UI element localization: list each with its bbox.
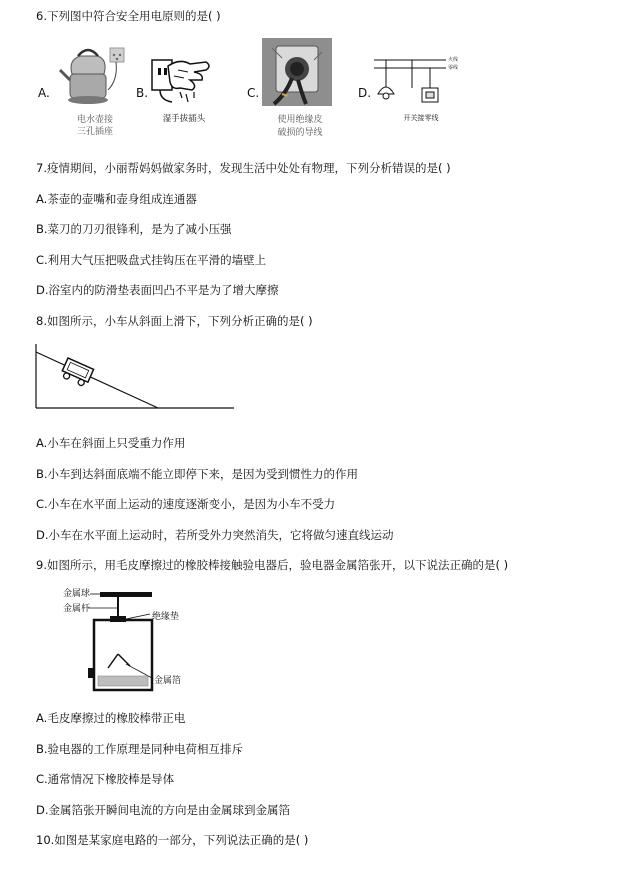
q6-option-d-letter: D. [358,86,372,100]
q9-label-metal-rod: 金属杆 [63,604,91,614]
q6-option-c-caption-2: 破损的导线 [277,128,323,138]
q10-stem: 10.如图是某家庭电路的一部分，下列说法正确的是( ) [36,833,309,847]
incline-cart-figure [34,342,236,416]
q8-option-d: D.小车在水平面上运动时，若所受外力突然消失，它将做匀速直线运动 [36,528,394,542]
q7-option-a: A.茶壶的壶嘴和壶身组成连通器 [36,192,197,206]
q9-label-metal-foil: 金属箔 [154,676,182,686]
wet-hand-figure [150,56,218,110]
q6-stem: 6.下列图中符合安全用电原则的是( ) [36,9,221,23]
q6-option-d-live-wire-label: 火线 [448,57,459,63]
q9-option-d: D.金属箔张开瞬间电流的方向是由金属球到金属箔 [36,803,291,817]
switch-circuit-figure [372,54,464,114]
q9-stem: 9.如图所示，用毛皮摩擦过的橡胶棒接触验电器后，验电器金属箔张开，以下说法正确的是( ) [36,558,509,572]
q6-option-b-letter: B. [136,86,149,100]
damaged-wire-figure [262,38,332,110]
q6-option-d-caption: 开关接零线 [403,114,439,122]
q6-option-d-neutral-wire-label: 零线 [448,65,459,71]
q8-stem: 8.如图所示，小车从斜面上滑下，下列分析正确的是( ) [36,314,313,328]
q9-option-c: C.通常情况下橡胶棒是导体 [36,772,175,786]
q9-option-b: B.验电器的工作原理是同种电荷相互排斥 [36,742,244,756]
q7-option-d: D.浴室内的防滑垫表面凹凸不平是为了增大摩擦 [36,283,279,297]
q6-option-a-caption-2: 三孔插座 [76,127,113,137]
q6-option-b-caption: 湿手拔插头 [162,114,206,124]
q6-option-a-letter: A. [38,86,50,100]
q8-option-b: B.小车到达斜面底端不能立即停下来，是因为受到惯性力的作用 [36,467,359,481]
q9-label-insulator: 绝缘垫 [152,612,180,622]
q8-option-a: A.小车在斜面上只受重力作用 [36,436,186,450]
q7-option-c: C.利用大气压把吸盘式挂钩压在平滑的墙壁上 [36,253,267,267]
q7-option-b: B.菜刀的刀刃很锋利，是为了减小压强 [36,222,232,236]
q9-label-metal-ball: 金属球 [63,589,91,599]
q6-option-c-letter: C. [247,86,260,100]
kettle-figure [58,40,128,112]
q8-option-c: C.小车在水平面上运动的速度逐渐变小，是因为小车不受力 [36,497,336,511]
q6-option-c-caption-1: 使用绝缘皮 [277,115,323,125]
q7-stem: 7.疫情期间，小丽帮妈妈做家务时，发现生活中处处有物理，下列分析错误的是( ) [36,161,451,175]
q9-option-a: A.毛皮摩擦过的橡胶棒带正电 [36,711,186,725]
q6-option-a-caption-1: 电水壶接 [76,115,113,125]
